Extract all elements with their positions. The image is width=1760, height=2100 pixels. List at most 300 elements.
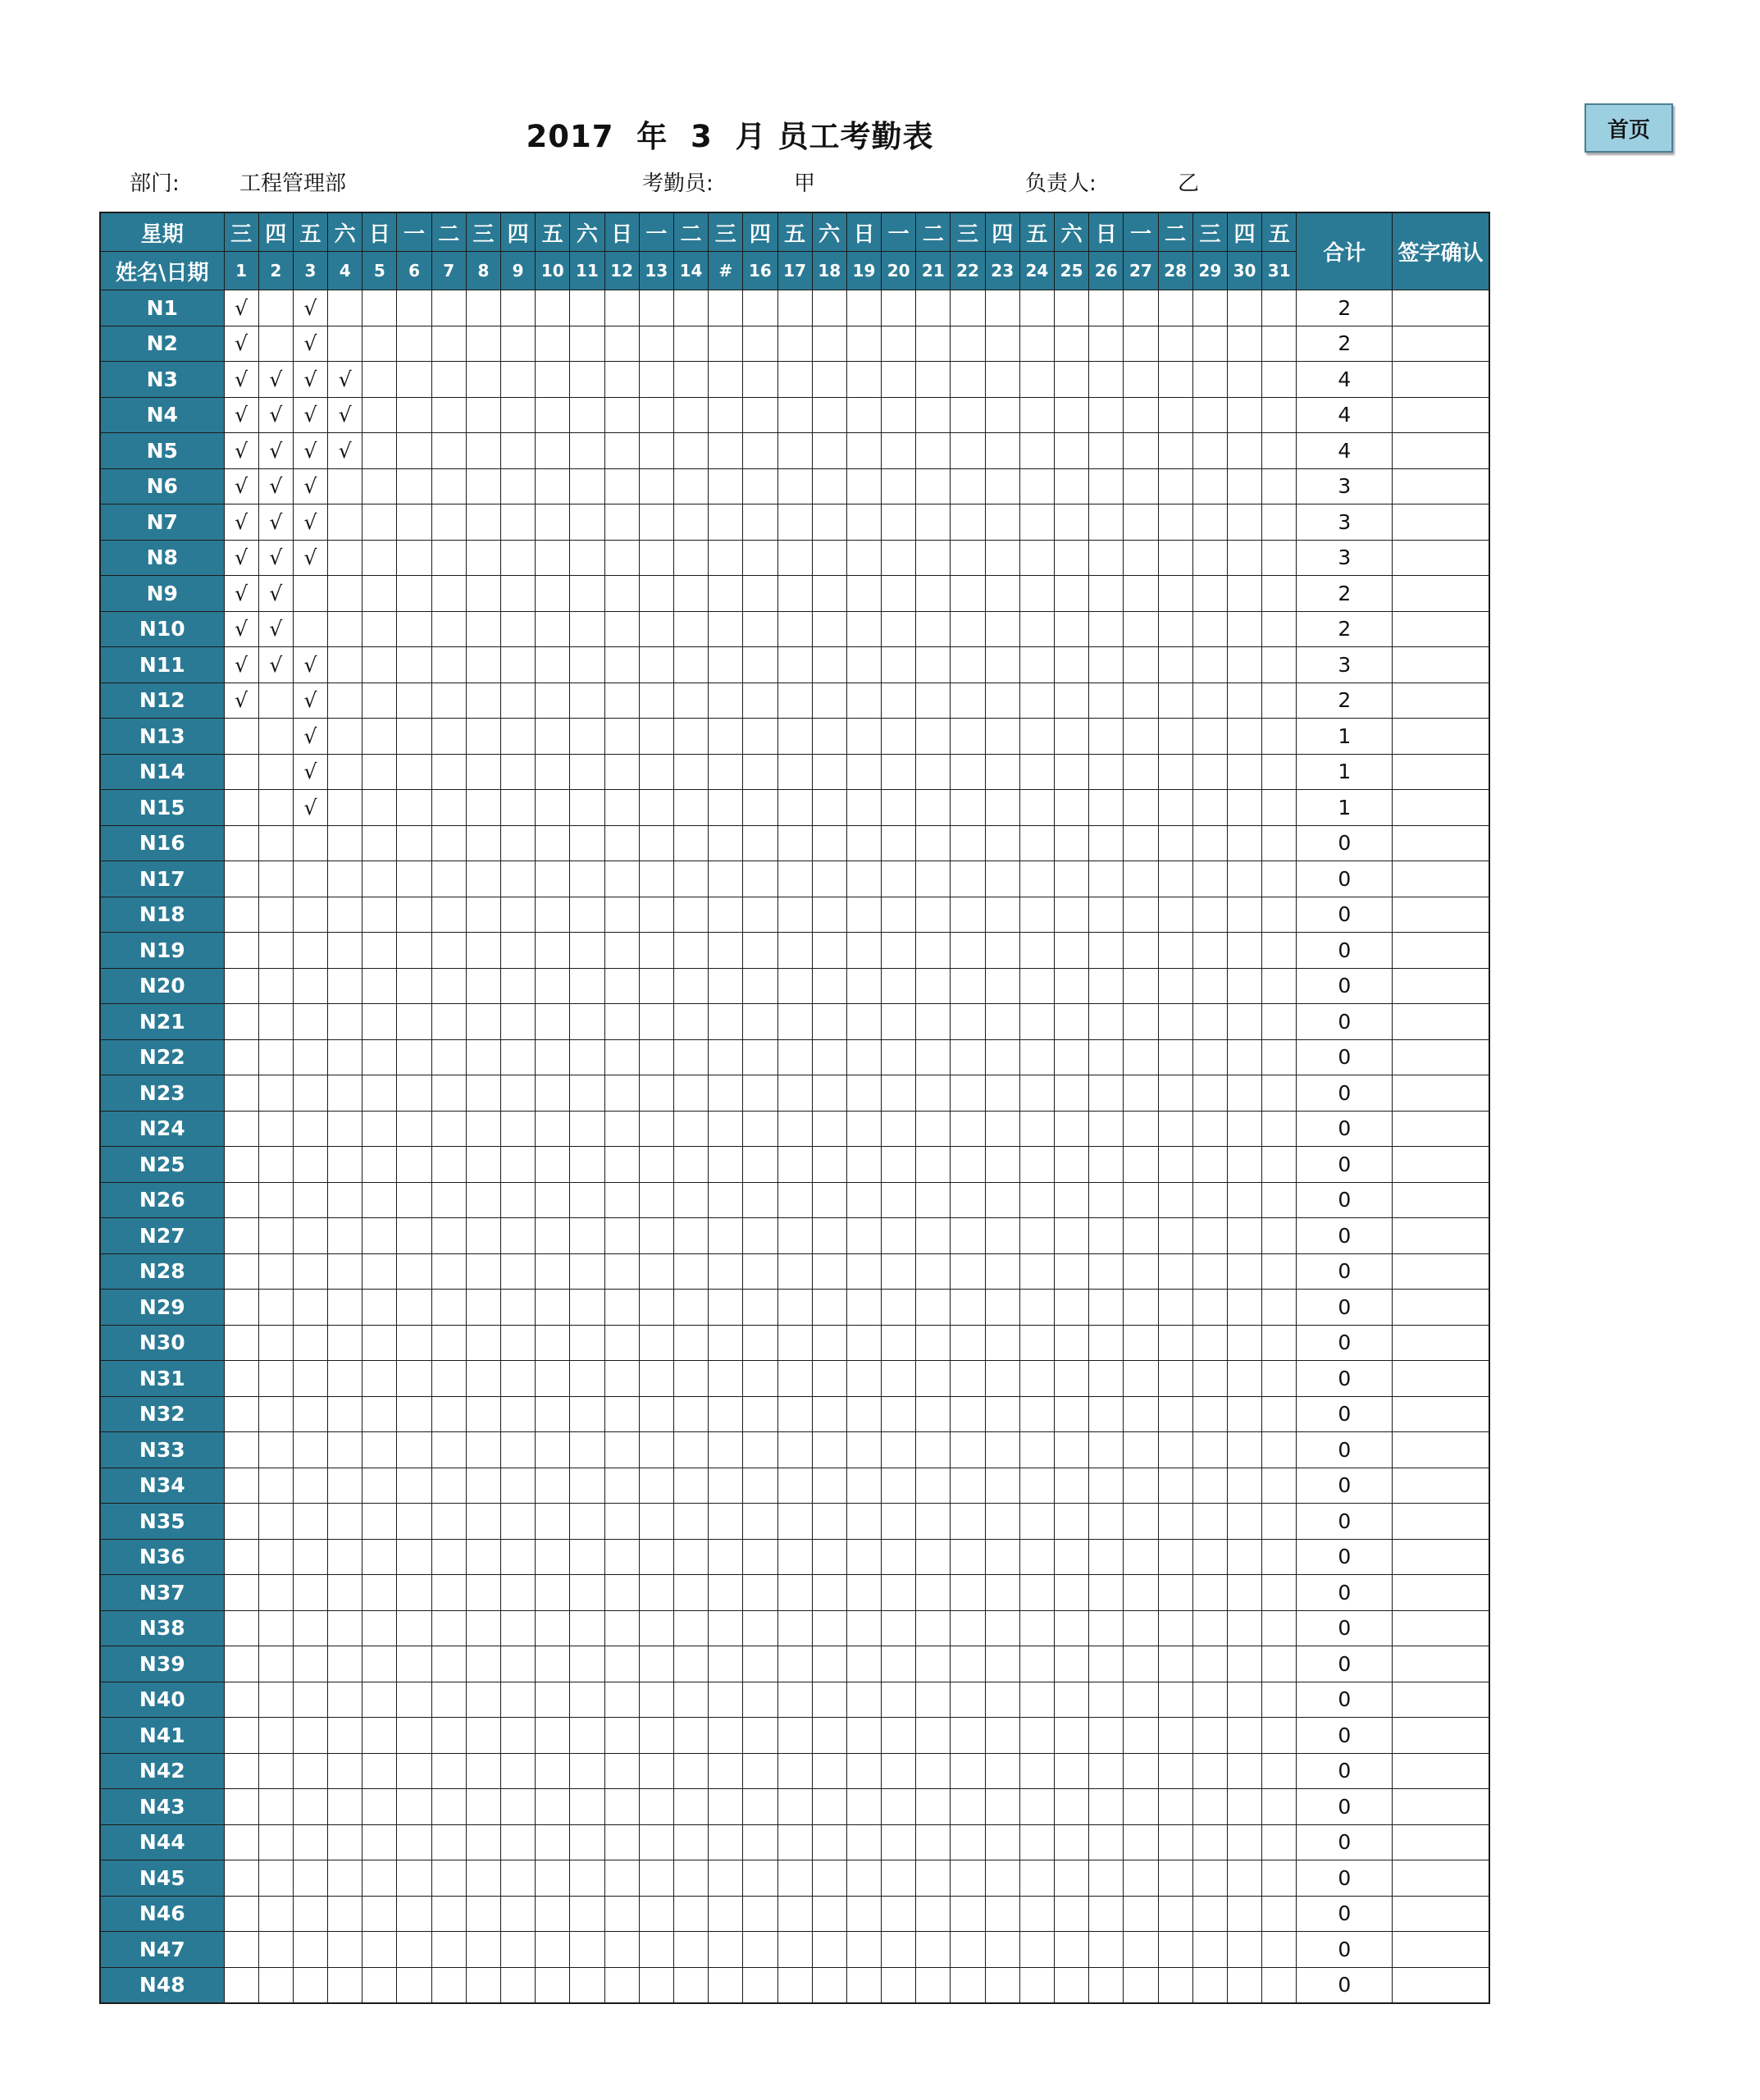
attendance-cell[interactable] [604,1075,639,1112]
attendance-cell[interactable] [1089,1182,1124,1218]
attendance-cell[interactable] [846,1182,881,1218]
attendance-cell[interactable] [1158,504,1192,541]
attendance-cell[interactable] [812,290,846,326]
attendance-cell[interactable] [639,1896,673,1932]
attendance-cell[interactable] [1192,719,1227,755]
attendance-cell[interactable] [501,468,536,504]
attendance-cell[interactable] [639,1253,673,1290]
attendance-cell[interactable] [397,1610,431,1646]
attendance-cell[interactable] [1055,1646,1089,1682]
attendance-cell[interactable] [1124,397,1158,433]
attendance-cell[interactable] [743,647,777,683]
attendance-cell[interactable] [1227,1896,1261,1932]
attendance-cell[interactable] [431,1610,466,1646]
attendance-cell[interactable] [916,1432,951,1468]
attendance-cell[interactable] [1227,362,1261,398]
attendance-cell[interactable] [536,1896,570,1932]
attendance-cell[interactable] [743,1075,777,1112]
attendance-cell[interactable] [1089,1396,1124,1432]
attendance-cell[interactable] [951,1468,985,1504]
attendance-cell[interactable] [1019,1432,1054,1468]
attendance-cell[interactable] [846,362,881,398]
attendance-cell[interactable] [777,1967,812,2003]
attendance-cell[interactable] [673,1789,708,1825]
attendance-cell[interactable] [536,1432,570,1468]
attendance-cell[interactable] [1262,1718,1297,1754]
attendance-cell[interactable] [846,1396,881,1432]
attendance-cell[interactable] [362,326,397,362]
attendance-cell[interactable] [709,1896,743,1932]
attendance-cell[interactable] [1089,1789,1124,1825]
attendance-cell[interactable] [536,1504,570,1540]
attendance-cell[interactable] [777,825,812,861]
attendance-cell[interactable] [258,1789,293,1825]
attendance-cell[interactable] [1055,1147,1089,1183]
attendance-cell[interactable] [1158,1325,1192,1361]
attendance-cell[interactable] [812,1575,846,1611]
attendance-cell[interactable] [777,611,812,647]
signature-cell[interactable] [1393,1504,1489,1540]
attendance-cell[interactable] [570,1896,604,1932]
signature-cell[interactable] [1393,1896,1489,1932]
attendance-cell[interactable] [673,1824,708,1860]
attendance-cell[interactable] [1227,933,1261,969]
attendance-cell[interactable] [951,1253,985,1290]
signature-cell[interactable] [1393,1682,1489,1718]
attendance-cell[interactable] [777,1504,812,1540]
attendance-cell[interactable] [916,397,951,433]
attendance-cell[interactable] [882,1147,916,1183]
attendance-cell[interactable] [466,682,500,719]
attendance-cell[interactable]: √ [224,504,258,541]
signature-cell[interactable] [1393,1182,1489,1218]
attendance-cell[interactable] [1158,825,1192,861]
attendance-cell[interactable] [536,1396,570,1432]
attendance-cell[interactable] [397,933,431,969]
attendance-cell[interactable] [916,1361,951,1397]
attendance-cell[interactable] [501,1682,536,1718]
attendance-cell[interactable] [1124,540,1158,576]
attendance-cell[interactable] [639,719,673,755]
attendance-cell[interactable] [951,897,985,933]
attendance-cell[interactable] [1262,576,1297,612]
attendance-cell[interactable] [743,933,777,969]
attendance-cell[interactable] [846,468,881,504]
attendance-cell[interactable] [362,682,397,719]
attendance-cell[interactable] [846,433,881,469]
attendance-cell[interactable] [743,1361,777,1397]
attendance-cell[interactable] [985,1896,1019,1932]
attendance-cell[interactable] [1055,326,1089,362]
attendance-cell[interactable] [639,1646,673,1682]
attendance-cell[interactable] [501,1182,536,1218]
attendance-cell[interactable] [812,682,846,719]
attendance-cell[interactable] [1089,1646,1124,1682]
attendance-cell[interactable] [673,1075,708,1112]
attendance-cell[interactable] [1227,1682,1261,1718]
attendance-cell[interactable] [777,719,812,755]
attendance-cell[interactable] [224,1004,258,1040]
attendance-cell[interactable] [431,1111,466,1147]
attendance-cell[interactable] [743,682,777,719]
attendance-cell[interactable] [1089,1111,1124,1147]
attendance-cell[interactable] [951,933,985,969]
attendance-cell[interactable] [1019,1860,1054,1897]
attendance-cell[interactable] [743,1824,777,1860]
attendance-cell[interactable] [328,611,362,647]
attendance-cell[interactable] [1124,1718,1158,1754]
attendance-cell[interactable] [604,362,639,398]
attendance-cell[interactable] [1262,1753,1297,1789]
attendance-cell[interactable] [258,1325,293,1361]
attendance-cell[interactable] [639,362,673,398]
signature-cell[interactable] [1393,290,1489,326]
attendance-cell[interactable] [1019,682,1054,719]
attendance-cell[interactable] [882,1610,916,1646]
attendance-cell[interactable] [501,790,536,826]
attendance-cell[interactable] [777,1325,812,1361]
attendance-cell[interactable] [536,790,570,826]
attendance-cell[interactable] [812,790,846,826]
attendance-cell[interactable] [709,1290,743,1326]
attendance-cell[interactable] [466,1218,500,1254]
attendance-cell[interactable] [846,933,881,969]
attendance-cell[interactable] [1019,1896,1054,1932]
attendance-cell[interactable] [501,433,536,469]
attendance-cell[interactable] [1262,861,1297,897]
attendance-cell[interactable] [536,1860,570,1897]
attendance-cell[interactable] [1124,968,1158,1004]
attendance-cell[interactable] [743,897,777,933]
attendance-cell[interactable] [846,1253,881,1290]
attendance-cell[interactable] [1227,682,1261,719]
attendance-cell[interactable] [709,540,743,576]
attendance-cell[interactable] [846,897,881,933]
attendance-cell[interactable] [604,1575,639,1611]
attendance-cell[interactable] [1019,504,1054,541]
attendance-cell[interactable] [812,647,846,683]
attendance-cell[interactable] [1019,1932,1054,1968]
attendance-cell[interactable] [1262,1682,1297,1718]
attendance-cell[interactable] [709,611,743,647]
attendance-cell[interactable] [397,433,431,469]
attendance-cell[interactable] [1227,1075,1261,1112]
attendance-cell[interactable] [1089,1932,1124,1968]
attendance-cell[interactable] [1262,1610,1297,1646]
attendance-cell[interactable] [224,719,258,755]
signature-cell[interactable] [1393,1396,1489,1432]
attendance-cell[interactable] [1192,682,1227,719]
attendance-cell[interactable] [882,1504,916,1540]
attendance-cell[interactable] [1019,1075,1054,1112]
attendance-cell[interactable] [777,1860,812,1897]
attendance-cell[interactable] [743,1789,777,1825]
attendance-cell[interactable] [1192,1896,1227,1932]
attendance-cell[interactable] [709,1504,743,1540]
attendance-cell[interactable] [258,1147,293,1183]
signature-cell[interactable] [1393,1075,1489,1112]
attendance-cell[interactable] [916,1860,951,1897]
attendance-cell[interactable] [985,326,1019,362]
attendance-cell[interactable] [362,504,397,541]
attendance-cell[interactable] [951,540,985,576]
attendance-cell[interactable] [882,1325,916,1361]
attendance-cell[interactable] [709,362,743,398]
attendance-cell[interactable] [777,1361,812,1397]
attendance-cell[interactable] [1262,397,1297,433]
attendance-cell[interactable] [882,326,916,362]
attendance-cell[interactable] [1019,1646,1054,1682]
attendance-cell[interactable] [362,1860,397,1897]
attendance-cell[interactable] [1227,754,1261,790]
attendance-cell[interactable] [916,1539,951,1575]
attendance-cell[interactable] [570,1646,604,1682]
attendance-cell[interactable] [328,1789,362,1825]
attendance-cell[interactable] [1055,719,1089,755]
attendance-cell[interactable] [362,933,397,969]
attendance-cell[interactable] [258,1004,293,1040]
attendance-cell[interactable] [812,1218,846,1254]
attendance-cell[interactable] [224,933,258,969]
attendance-cell[interactable] [1192,1468,1227,1504]
attendance-cell[interactable] [1124,1824,1158,1860]
attendance-cell[interactable] [1262,1111,1297,1147]
attendance-cell[interactable] [709,1468,743,1504]
attendance-cell[interactable] [812,1718,846,1754]
attendance-cell[interactable]: √ [258,611,293,647]
attendance-cell[interactable] [466,576,500,612]
attendance-cell[interactable] [224,1789,258,1825]
attendance-cell[interactable] [709,1361,743,1397]
attendance-cell[interactable] [812,1004,846,1040]
attendance-cell[interactable] [846,326,881,362]
signature-cell[interactable] [1393,1325,1489,1361]
attendance-cell[interactable] [362,1253,397,1290]
attendance-cell[interactable] [362,897,397,933]
attendance-cell[interactable] [673,1361,708,1397]
attendance-cell[interactable] [1124,1253,1158,1290]
attendance-cell[interactable] [536,290,570,326]
attendance-cell[interactable] [224,1396,258,1432]
attendance-cell[interactable] [293,1824,327,1860]
attendance-cell[interactable] [1262,1432,1297,1468]
attendance-cell[interactable] [328,682,362,719]
attendance-cell[interactable] [1089,1753,1124,1789]
attendance-cell[interactable] [1158,1361,1192,1397]
attendance-cell[interactable] [639,1004,673,1040]
attendance-cell[interactable] [604,504,639,541]
attendance-cell[interactable] [673,897,708,933]
attendance-cell[interactable] [882,1004,916,1040]
attendance-cell[interactable] [501,290,536,326]
attendance-cell[interactable] [258,1896,293,1932]
attendance-cell[interactable] [293,1539,327,1575]
attendance-cell[interactable] [777,540,812,576]
attendance-cell[interactable] [673,1575,708,1611]
attendance-cell[interactable] [777,1646,812,1682]
attendance-cell[interactable] [224,1182,258,1218]
attendance-cell[interactable] [570,1539,604,1575]
signature-cell[interactable] [1393,1718,1489,1754]
attendance-cell[interactable] [604,1824,639,1860]
attendance-cell[interactable] [224,1896,258,1932]
attendance-cell[interactable] [362,1039,397,1075]
attendance-cell[interactable] [1124,326,1158,362]
attendance-cell[interactable] [466,362,500,398]
attendance-cell[interactable] [293,1610,327,1646]
attendance-cell[interactable] [812,825,846,861]
attendance-cell[interactable] [1158,1253,1192,1290]
attendance-cell[interactable] [1124,933,1158,969]
attendance-cell[interactable] [328,1147,362,1183]
attendance-cell[interactable] [639,1932,673,1968]
attendance-cell[interactable] [1158,468,1192,504]
attendance-cell[interactable] [293,1432,327,1468]
attendance-cell[interactable] [1124,1182,1158,1218]
attendance-cell[interactable] [397,1432,431,1468]
attendance-cell[interactable] [431,1646,466,1682]
attendance-cell[interactable] [709,326,743,362]
attendance-cell[interactable] [846,1967,881,2003]
attendance-cell[interactable]: √ [224,397,258,433]
attendance-cell[interactable] [951,1218,985,1254]
attendance-cell[interactable] [501,397,536,433]
attendance-cell[interactable] [501,362,536,398]
attendance-cell[interactable] [709,754,743,790]
attendance-cell[interactable] [570,1504,604,1540]
attendance-cell[interactable] [743,754,777,790]
attendance-cell[interactable] [812,897,846,933]
attendance-cell[interactable] [1055,576,1089,612]
attendance-cell[interactable] [224,1468,258,1504]
attendance-cell[interactable] [639,1075,673,1112]
attendance-cell[interactable] [743,1932,777,1968]
attendance-cell[interactable] [431,1325,466,1361]
attendance-cell[interactable] [501,1290,536,1326]
attendance-cell[interactable] [639,1039,673,1075]
attendance-cell[interactable] [501,540,536,576]
attendance-cell[interactable] [951,754,985,790]
attendance-cell[interactable] [673,1682,708,1718]
attendance-cell[interactable] [1055,682,1089,719]
attendance-cell[interactable] [258,1967,293,2003]
attendance-cell[interactable] [1262,1325,1297,1361]
attendance-cell[interactable] [431,1218,466,1254]
attendance-cell[interactable] [673,1718,708,1754]
attendance-cell[interactable] [916,1967,951,2003]
attendance-cell[interactable] [1227,1182,1261,1218]
attendance-cell[interactable] [501,719,536,755]
attendance-cell[interactable] [1262,433,1297,469]
attendance-cell[interactable] [1019,397,1054,433]
attendance-cell[interactable] [1192,1860,1227,1897]
attendance-cell[interactable] [916,719,951,755]
attendance-cell[interactable] [293,1860,327,1897]
attendance-cell[interactable] [431,504,466,541]
signature-cell[interactable] [1393,1111,1489,1147]
attendance-cell[interactable] [328,790,362,826]
attendance-cell[interactable] [328,1182,362,1218]
attendance-cell[interactable] [1227,1432,1261,1468]
signature-cell[interactable] [1393,1610,1489,1646]
attendance-cell[interactable] [846,790,881,826]
attendance-cell[interactable] [328,754,362,790]
attendance-cell[interactable] [777,1432,812,1468]
attendance-cell[interactable]: √ [328,362,362,398]
attendance-cell[interactable] [604,290,639,326]
attendance-cell[interactable] [501,1896,536,1932]
attendance-cell[interactable] [916,433,951,469]
attendance-cell[interactable] [1089,1468,1124,1504]
attendance-cell[interactable] [431,433,466,469]
attendance-cell[interactable] [1262,647,1297,683]
attendance-cell[interactable] [1158,362,1192,398]
attendance-cell[interactable] [397,362,431,398]
attendance-cell[interactable] [743,1218,777,1254]
attendance-cell[interactable] [1158,897,1192,933]
attendance-cell[interactable] [882,290,916,326]
attendance-cell[interactable] [1192,1253,1227,1290]
attendance-cell[interactable] [673,682,708,719]
attendance-cell[interactable] [743,1682,777,1718]
attendance-cell[interactable] [743,861,777,897]
attendance-cell[interactable] [812,1860,846,1897]
attendance-cell[interactable] [1227,540,1261,576]
attendance-cell[interactable] [1192,1753,1227,1789]
attendance-cell[interactable]: √ [224,362,258,398]
attendance-cell[interactable] [1192,1396,1227,1432]
attendance-cell[interactable] [777,1539,812,1575]
attendance-cell[interactable] [570,1753,604,1789]
attendance-cell[interactable] [397,1075,431,1112]
attendance-cell[interactable] [985,1004,1019,1040]
attendance-cell[interactable] [916,1111,951,1147]
attendance-cell[interactable] [1227,1824,1261,1860]
signature-cell[interactable] [1393,1789,1489,1825]
attendance-cell[interactable] [1158,1290,1192,1326]
attendance-cell[interactable] [431,897,466,933]
attendance-cell[interactable] [709,647,743,683]
attendance-cell[interactable] [293,1253,327,1290]
attendance-cell[interactable] [1262,1290,1297,1326]
attendance-cell[interactable] [639,968,673,1004]
attendance-cell[interactable] [397,326,431,362]
attendance-cell[interactable] [397,290,431,326]
attendance-cell[interactable]: √ [293,540,327,576]
attendance-cell[interactable] [536,576,570,612]
attendance-cell[interactable] [604,1218,639,1254]
attendance-cell[interactable] [846,1111,881,1147]
attendance-cell[interactable] [1124,1610,1158,1646]
attendance-cell[interactable] [1227,397,1261,433]
attendance-cell[interactable] [951,468,985,504]
attendance-cell[interactable] [777,1075,812,1112]
attendance-cell[interactable] [1262,1253,1297,1290]
attendance-cell[interactable] [431,861,466,897]
attendance-cell[interactable] [951,1932,985,1968]
signature-cell[interactable] [1393,861,1489,897]
attendance-cell[interactable] [777,1253,812,1290]
attendance-cell[interactable] [258,1504,293,1540]
attendance-cell[interactable] [777,362,812,398]
attendance-cell[interactable] [570,1075,604,1112]
attendance-cell[interactable] [985,540,1019,576]
attendance-cell[interactable] [1158,1396,1192,1432]
attendance-cell[interactable] [777,504,812,541]
attendance-cell[interactable] [639,1789,673,1825]
attendance-cell[interactable] [431,362,466,398]
attendance-cell[interactable] [882,1468,916,1504]
